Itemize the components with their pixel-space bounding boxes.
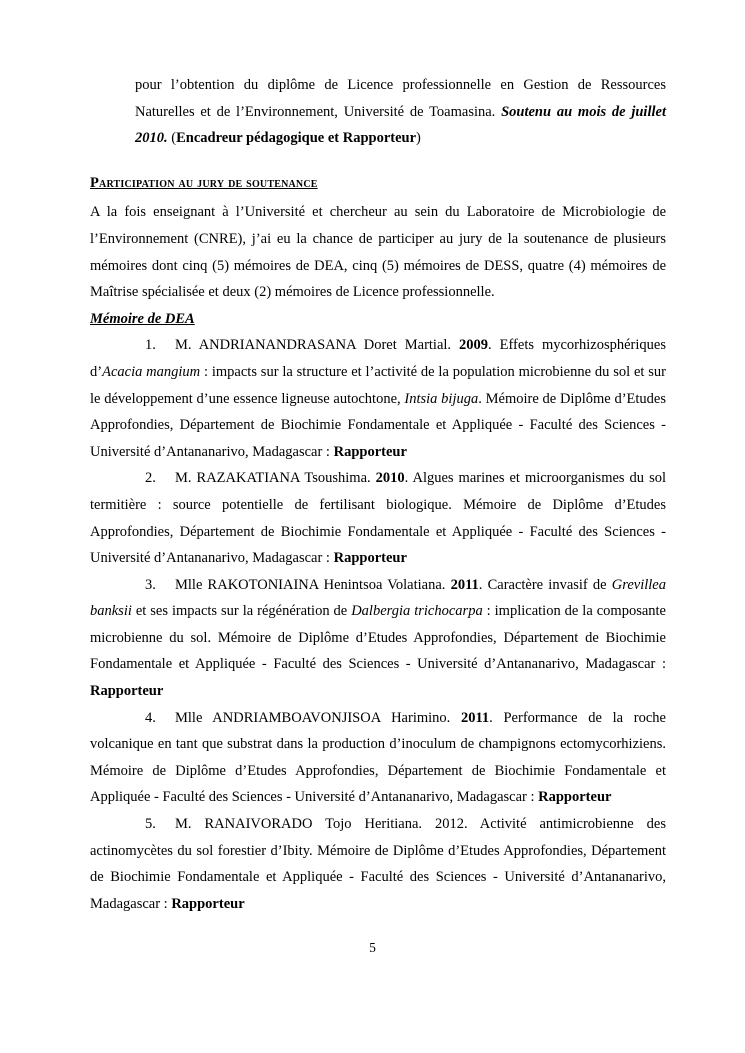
entry-text: M. ANDRIANANDRASANA Doret Martial. 2009. Effets mycorhizosphériques d’Acacia mangium : impacts sur la structure et l’activité de la population microbienne du sol et sur le développement d’une essence ligneuse autochtone, Intsia bijuga. Mémoire de Diplôme d’Etudes Approfondies, Département de Biochimie Fondamentale et Appliquée - Faculté des Sciences - Université d’Antananarivo, Madagascar : Rapporteur [90,337,666,460]
page-content [90,72,666,917]
entry-number: 4. [145,709,156,726]
dea-entry-3 [90,572,666,705]
entry-text: Mlle RAKOTONIAINA Henintsoa Volatiana. 2011. Caractère invasif de Grevillea banksii et ses impacts sur la régénération de Dalbergia trichocarpa : implication de la composante microbienne du sol. Mémoire de Diplôme d’Etudes Approfondies, Département de Biochimie Fondamentale et Appliquée - Faculté des Sciences - Université d’Antananarivo, Madagascar : Rapporteur [90,576,666,700]
entry-text: M. RANAIVORADO Tojo Heritiana. 2012. Activité antimicrobienne des actinomycètes du sol forestier d’Ibity. Mémoire de Diplôme d’Etudes Approfondies, Département de Biochimie Fondamentale et Appliquée - Faculté des Sciences - Université d’Antananarivo, Madagascar : Rapporteur [90,816,666,912]
intro-paragraph: pour l’obtention du diplôme de Licence professionnelle en Gestion de Ressources Naturelles et de l’Environnement, Université de Toamasina. Soutenu au mois de juillet 2010. (Encadreur pédagogique et Rapporteur) [135,77,666,147]
entry-number: 1. [145,337,156,354]
entry-number: 2. [145,470,156,487]
entry-number: 3. [145,576,156,593]
dea-entry-2 [90,465,666,571]
section-heading-participation [90,170,666,197]
subsection-heading-memoire-dea [90,306,666,333]
dea-entry-5 [90,811,666,917]
participation-paragraph: A la fois enseignant à l’Université et chercheur au sein du Laboratoire de Microbiologie de l’Environnement (CNRE), j’ai eu la chance de participer au jury de la soutenance de plusieurs mémoires dont cinq (5) mémoires de DEA, cinq (5) mémoires de DESS, quatre (4) mémoires de Maîtrise spécialisée et deux (2) mémoires de Licence professionnelle. [90,204,666,301]
entry-text: Mlle ANDRIAMBOAVONJISOA Harimino. 2011. Performance de la roche volcanique en tant que substrat dans la production d’inoculum de champignons ectomycorhiziens. Mémoire de Diplôme d’Etudes Approfondies, Département de Biochimie Fondamentale et Appliquée - Faculté des Sciences - Université d’Antananarivo, Madagascar : Rapporteur [90,709,666,806]
entry-text: M. RAZAKATIANA Tsoushima. 2010. Algues marines et microorganismes du sol termitière : source potentielle de fertilisant biologique. Mémoire de Diplôme d’Etudes Approfondies, Département de Biochimie Fondamentale et Appliquée - Faculté des Sciences - Université d’Antananarivo, Madagascar : Rapporteur [90,470,666,567]
dea-entry-1 [90,332,666,465]
subsection-heading-text: Mémoire de DEA [90,310,195,327]
section-heading-text: Participation au jury de soutenance [90,174,318,191]
dea-entry-4 [90,705,666,811]
page-number: 5 [369,940,376,955]
entry-number: 5. [145,816,156,833]
